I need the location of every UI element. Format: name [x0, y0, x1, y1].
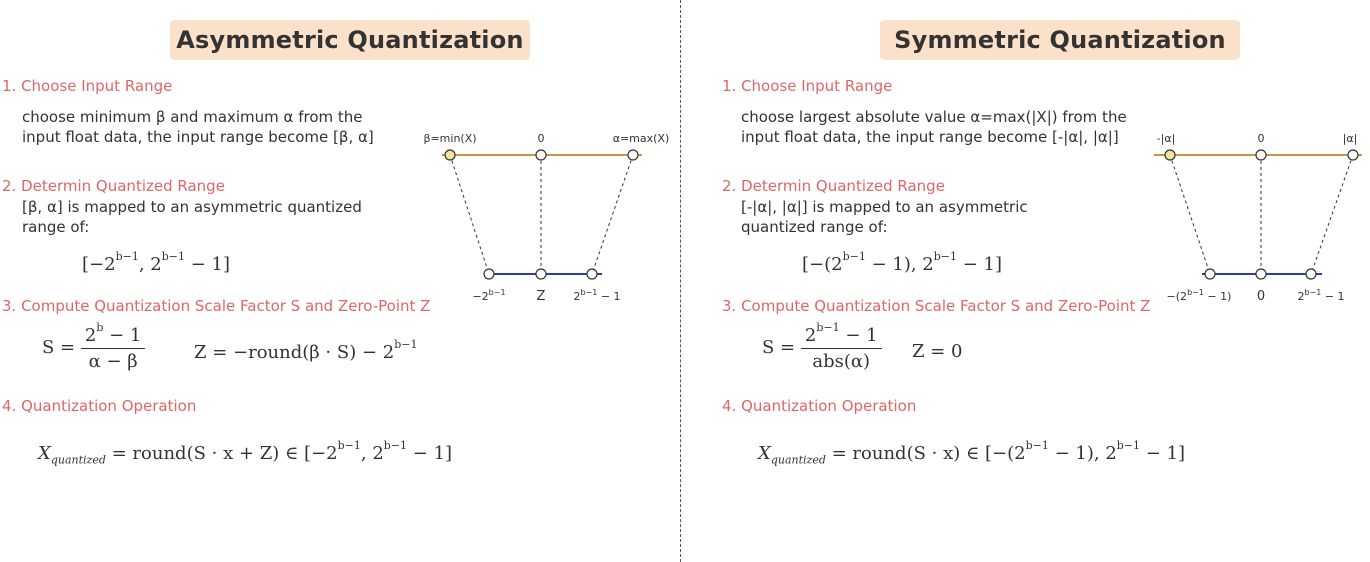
sym-label-int-max-exp: b−1	[1304, 288, 1322, 297]
sym-step2-line1: [-|α|, |α|] is mapped to an asymmetric	[741, 198, 1028, 216]
sym-step2-line2: quantized range of:	[741, 218, 888, 236]
sym-map-line-min	[1170, 155, 1210, 274]
asym-quantized-range	[82, 250, 230, 275]
symmetric-title: Symmetric Quantization	[880, 20, 1240, 60]
symmetric-panel	[690, 0, 1370, 562]
asym-quantization-formula	[38, 439, 453, 467]
asym-label-zero: 0	[537, 132, 545, 145]
sym-step3-heading: 3. Compute Quantization Scale Factor S and Zero-Point Z	[722, 297, 1151, 315]
asym-label-max: α=max(X)	[612, 132, 670, 145]
asym-z-exp: b−1	[394, 338, 418, 351]
asymmetric-panel	[0, 0, 680, 562]
asym-s-num-exp: b	[96, 321, 104, 334]
asym-int-max-point	[587, 269, 597, 279]
asym-rhs-close: − 1]	[407, 443, 453, 464]
sym-rhs: = round(S · x) ∈ [−(2	[825, 443, 1026, 464]
sym-s-lhs: S =	[762, 337, 796, 358]
asym-step2-text	[22, 197, 362, 237]
asym-rhs-mid: , 2	[360, 443, 384, 464]
asym-step2-line1: [β, α] is mapped to an asymmetric quantized	[22, 198, 362, 216]
sym-step1-line2: input float data, the input range become [-|α|, |α|]	[741, 128, 1119, 146]
asym-x-base: X	[38, 443, 51, 464]
sym-int-zero-point	[1256, 269, 1266, 279]
asym-label-int-min-exp: b−1	[488, 288, 506, 297]
sym-label-int-min	[1167, 288, 1232, 303]
asym-step3-heading: 3. Compute Quantization Scale Factor S and Zero-Point Z	[2, 297, 431, 315]
asym-s-num-rest: − 1	[103, 325, 142, 346]
asym-map-line-max	[592, 155, 633, 274]
sym-label-int-max	[1297, 288, 1344, 303]
asym-label-int-max-suffix: − 1	[597, 290, 621, 303]
sym-s-num-base: 2	[804, 325, 817, 346]
sym-label-zero: 0	[1257, 132, 1265, 145]
sym-min-point	[1165, 150, 1175, 160]
sym-s-fraction	[801, 321, 882, 372]
sym-range-close: − 1]	[957, 254, 1003, 275]
asym-rhs-exp2: b−1	[383, 439, 408, 452]
sym-range-exp1: b−1	[842, 250, 866, 263]
sym-quantization-formula	[758, 439, 1186, 467]
sym-rhs-close: − 1]	[1140, 443, 1186, 464]
asym-s-lhs: S =	[42, 337, 76, 358]
asym-range-exp1: b−1	[115, 250, 139, 263]
asym-int-z-point	[536, 269, 546, 279]
sym-int-max-point	[1306, 269, 1316, 279]
asym-label-int-max-exp: b−1	[580, 288, 598, 297]
asym-label-int-max-base: 2	[573, 290, 581, 303]
sym-label-int-max-suffix: − 1	[1321, 290, 1345, 303]
asym-label-int-max	[573, 288, 620, 303]
sym-label-int-zero: 0	[1256, 289, 1266, 304]
panel-divider	[680, 0, 681, 562]
asym-rhs: = round(S · x + Z) ∈ [−2	[105, 443, 338, 464]
sym-scale-formula	[762, 321, 882, 372]
asym-step2-line2: range of:	[22, 218, 90, 236]
sym-zero-point-formula: Z = 0	[912, 341, 963, 362]
asym-step2-heading: 2. Determin Quantized Range	[2, 177, 225, 195]
sym-label-int-min-exp: b−1	[1187, 288, 1204, 297]
sym-step2-text	[741, 197, 1028, 237]
asym-s-den: α − β	[88, 351, 138, 372]
sym-step4-heading: 4. Quantization Operation	[722, 397, 917, 415]
sym-rhs-mid: − 1), 2	[1048, 443, 1117, 464]
sym-int-min-point	[1205, 269, 1215, 279]
sym-step1-text	[741, 107, 1127, 147]
asym-label-int-min-base: −2	[472, 290, 489, 303]
sym-range-exp2: b−1	[933, 250, 958, 263]
sym-s-den: abs(α)	[812, 351, 871, 372]
asym-step1-heading: 1. Choose Input Range	[2, 77, 173, 95]
asym-s-num-base: 2	[84, 325, 97, 346]
asym-label-int-z: Z	[536, 289, 546, 304]
sym-step2-heading: 2. Determin Quantized Range	[722, 177, 945, 195]
sym-label-int-min-base: −(2	[1166, 290, 1188, 303]
asym-zero-point-formula	[194, 338, 418, 363]
sym-map-line-max	[1311, 155, 1353, 274]
sym-zero-point	[1256, 150, 1266, 160]
asym-label-int-min	[472, 288, 505, 303]
sym-rhs-exp2: b−1	[1116, 439, 1141, 452]
sym-step1-heading: 1. Choose Input Range	[722, 77, 893, 95]
asym-label-min: β=min(X)	[423, 132, 477, 145]
sym-range-open: [−(2	[802, 254, 843, 275]
sym-max-point	[1348, 150, 1358, 160]
asym-mapping-diagram	[420, 125, 680, 310]
asym-x-sub: quantized	[50, 453, 106, 467]
asym-rhs-exp1: b−1	[337, 439, 361, 452]
asym-map-line-min	[450, 155, 489, 274]
asym-zero-point	[536, 150, 546, 160]
sym-s-num-exp: b−1	[816, 321, 840, 334]
sym-quantized-range	[802, 250, 1003, 275]
asym-range-open: [−2	[82, 254, 116, 275]
asym-max-point	[628, 150, 638, 160]
asym-scale-formula	[42, 321, 145, 372]
asymmetric-title: Asymmetric Quantization	[170, 20, 530, 60]
sym-label-int-min-suffix: − 1)	[1203, 290, 1232, 303]
asym-step4-heading: 4. Quantization Operation	[2, 397, 197, 415]
asym-range-exp2: b−1	[161, 250, 185, 263]
asym-s-fraction	[81, 321, 145, 372]
sym-step1-line1: choose largest absolute value α=max(|X|) from the	[741, 108, 1127, 126]
asym-step1-line1: choose minimum β and maximum α from the	[22, 108, 363, 126]
sym-s-num-rest: − 1	[839, 325, 878, 346]
asym-range-close: − 1]	[185, 254, 230, 275]
sym-mapping-diagram	[1150, 125, 1370, 310]
asym-range-mid: , 2	[138, 254, 162, 275]
sym-x-base: X	[758, 443, 771, 464]
asym-z-formula: Z = −round(β · S) − 2	[194, 342, 395, 363]
sym-label-max: |α|	[1342, 132, 1358, 145]
asym-step1-text	[22, 107, 374, 147]
asym-min-point	[445, 150, 455, 160]
sym-label-int-max-base: 2	[1297, 290, 1305, 303]
sym-range-mid: − 1), 2	[865, 254, 934, 275]
sym-rhs-exp1: b−1	[1025, 439, 1049, 452]
asym-step1-line2: input float data, the input range become [β, α]	[22, 128, 374, 146]
sym-x-sub: quantized	[770, 453, 826, 467]
asym-int-min-point	[484, 269, 494, 279]
sym-label-min: -|α|	[1156, 132, 1176, 145]
